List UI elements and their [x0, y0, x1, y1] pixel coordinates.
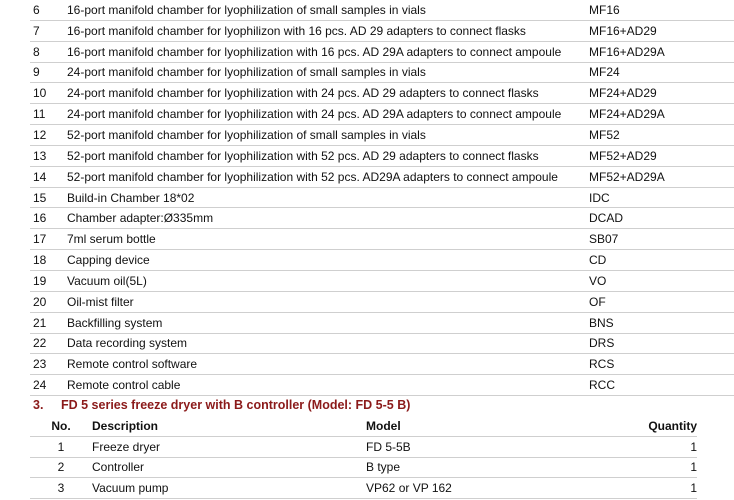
row-quantity: 1: [598, 436, 697, 457]
accessories-table-body: [30, 0, 734, 396]
row-model: MF52+AD29A: [589, 166, 734, 187]
freeze-dryer-table-body: [30, 436, 697, 498]
table-row: [30, 250, 734, 271]
table-row: [30, 62, 734, 83]
row-model: OF: [589, 291, 734, 312]
freeze-dryer-table: [30, 416, 697, 499]
row-description: Data recording system: [67, 333, 589, 354]
row-description: 16-port manifold chamber for lyophilization of small samples in vials: [67, 0, 589, 20]
row-number: 10: [30, 83, 67, 104]
row-model: RCC: [589, 375, 734, 396]
row-description: 52-port manifold chamber for lyophilization with 52 pcs. AD 29 adapters to connect flasks: [67, 145, 589, 166]
row-number: 24: [30, 375, 67, 396]
row-model: RCS: [589, 354, 734, 375]
row-number: 23: [30, 354, 67, 375]
row-description: Vacuum pump: [92, 478, 366, 499]
row-description: Oil-mist filter: [67, 291, 589, 312]
row-number: 13: [30, 145, 67, 166]
header-model: Model: [366, 416, 598, 436]
row-description: 52-port manifold chamber for lyophilization with 52 pcs. AD29A adapters to connect ampoule: [67, 166, 589, 187]
section-3-heading: FD 5 series freeze dryer with B controller (Model: FD 5-5 B): [61, 398, 411, 412]
row-number: 16: [30, 208, 67, 229]
row-model: MF16: [589, 0, 734, 20]
row-number: 6: [30, 0, 67, 20]
row-number: 1: [30, 436, 92, 457]
table-row: [30, 20, 734, 41]
row-number: 20: [30, 291, 67, 312]
row-number: 18: [30, 250, 67, 271]
row-model: FD 5-5B: [366, 436, 598, 457]
row-model: MF24+AD29A: [589, 104, 734, 125]
table-row: [30, 375, 734, 396]
row-description: Backfilling system: [67, 312, 589, 333]
row-quantity: 1: [598, 478, 697, 499]
table-row: [30, 270, 734, 291]
row-number: 3: [30, 478, 92, 499]
row-number: 12: [30, 125, 67, 146]
row-model: IDC: [589, 187, 734, 208]
row-model: MF52: [589, 125, 734, 146]
row-number: 17: [30, 229, 67, 250]
row-model: MF16+AD29A: [589, 41, 734, 62]
row-description: Remote control cable: [67, 375, 589, 396]
row-model: MF24+AD29: [589, 83, 734, 104]
row-description: 24-port manifold chamber for lyophilization with 24 pcs. AD 29A adapters to connect ampoule: [67, 104, 589, 125]
row-description: 24-port manifold chamber for lyophilization of small samples in vials: [67, 62, 589, 83]
row-model: VP62 or VP 162: [366, 478, 598, 499]
row-model: MF24: [589, 62, 734, 83]
row-model: SB07: [589, 229, 734, 250]
row-description: Vacuum oil(5L): [67, 270, 589, 291]
row-description: 16-port manifold chamber for lyophilizon with 16 pcs. AD 29 adapters to connect flasks: [67, 20, 589, 41]
row-description: Chamber adapter:Ø335mm: [67, 208, 589, 229]
row-description: 24-port manifold chamber for lyophilization with 24 pcs. AD 29 adapters to connect flasks: [67, 83, 589, 104]
row-description: 16-port manifold chamber for lyophilization with 16 pcs. AD 29A adapters to connect ampoule: [67, 41, 589, 62]
table-row: [30, 436, 697, 457]
table-row: [30, 0, 734, 20]
row-description: Capping device: [67, 250, 589, 271]
row-number: 21: [30, 312, 67, 333]
row-number: 14: [30, 166, 67, 187]
row-model: MF16+AD29: [589, 20, 734, 41]
table-row: [30, 478, 697, 499]
row-description: Remote control software: [67, 354, 589, 375]
row-model: CD: [589, 250, 734, 271]
row-quantity: 1: [598, 457, 697, 478]
header-quantity: Quantity: [598, 416, 697, 436]
table-row: [30, 166, 734, 187]
table-row: [30, 312, 734, 333]
section-3-title: [33, 398, 410, 412]
table-row: [30, 229, 734, 250]
table-row: [30, 457, 697, 478]
row-number: 2: [30, 457, 92, 478]
row-description: 52-port manifold chamber for lyophilization of small samples in vials: [67, 125, 589, 146]
table-row: [30, 333, 734, 354]
row-model: DRS: [589, 333, 734, 354]
table-header-row: [30, 416, 697, 436]
table-row: [30, 187, 734, 208]
row-number: 9: [30, 62, 67, 83]
row-description: Controller: [92, 457, 366, 478]
row-model: B type: [366, 457, 598, 478]
row-description: Freeze dryer: [92, 436, 366, 457]
row-number: 11: [30, 104, 67, 125]
table-row: [30, 125, 734, 146]
row-number: 7: [30, 20, 67, 41]
row-model: MF52+AD29: [589, 145, 734, 166]
row-number: 15: [30, 187, 67, 208]
row-model: DCAD: [589, 208, 734, 229]
table-row: [30, 41, 734, 62]
table-row: [30, 291, 734, 312]
table-row: [30, 145, 734, 166]
table-row: [30, 83, 734, 104]
row-number: 19: [30, 270, 67, 291]
table-row: [30, 208, 734, 229]
row-description: 7ml serum bottle: [67, 229, 589, 250]
row-number: 22: [30, 333, 67, 354]
header-no: No.: [30, 416, 92, 436]
row-description: Build-in Chamber 18*02: [67, 187, 589, 208]
section-3-number: 3.: [33, 398, 44, 412]
table-row: [30, 104, 734, 125]
header-description: Description: [92, 416, 366, 436]
row-model: BNS: [589, 312, 734, 333]
row-model: VO: [589, 270, 734, 291]
row-number: 8: [30, 41, 67, 62]
table-row: [30, 354, 734, 375]
accessories-table: [30, 0, 734, 396]
